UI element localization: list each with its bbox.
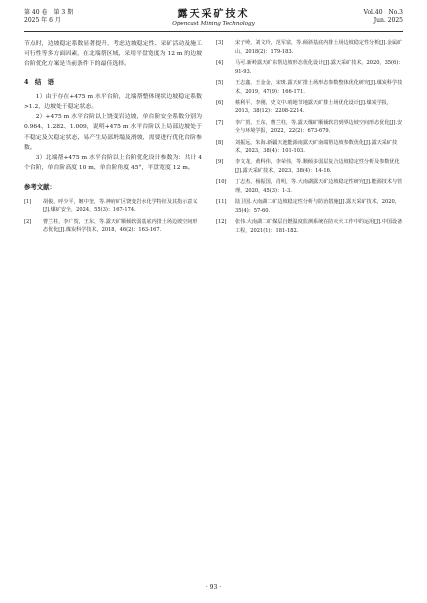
reference-item xyxy=(24,218,202,235)
reference-item xyxy=(216,198,404,215)
reference-number: [4] xyxy=(216,59,224,66)
reference-item xyxy=(216,139,404,156)
reference-item xyxy=(216,119,404,136)
header-center xyxy=(24,9,403,28)
reference-text: 胡俊，呼少平，姬中奎，等.神府矿区饶变岩水化学特征及其指示意义[J].煤矿安全，2024，55(3)：167-174. xyxy=(43,198,198,214)
left-column xyxy=(24,39,202,237)
page-number: · 93 · xyxy=(205,584,222,591)
reference-item xyxy=(216,59,404,76)
reference-text: 丁志杰，杨振国，肖明，等.大南湖露天矿边坡稳定性研究[J].能源技术与管理，2020，45(3)：1-3. xyxy=(235,179,403,195)
reference-number: [6] xyxy=(216,99,224,106)
conclusion-item-1: 1）由于存在+475 m 水平台阶，北端帮整体现状边坡稳定系数>1.2，边坡处于稳定状态。 xyxy=(24,93,202,111)
references-title: 参考文献： xyxy=(24,183,56,192)
reference-item xyxy=(216,158,404,175)
reference-item xyxy=(216,218,404,235)
reference-item xyxy=(216,178,404,195)
intro-paragraph: 节点时，边坡稳定系数显著提升，考虑边坡稳定性、采矿活动及施工可行性等多方面因素，在北端帮区域，采用平盘宽度为 12 m 的边坡台阶优化方案是当前条件下的最佳选择。 xyxy=(24,41,202,68)
reference-text: 陆卫国.大南湖二矿边坡稳定性分析与防治措施[J].露天采矿技术，2020，35(4)：57-60. xyxy=(235,199,400,214)
header-right xyxy=(364,9,403,25)
conclusion-item-3: 3）北端帮+475 m 水平台阶以上台阶优化设计参数为：共计 4 个台阶，单台阶高度 10 m，单台阶角度 45°，平盘宽度 12 m。 xyxy=(24,155,202,172)
journal-title-cn: 露天采矿技术 xyxy=(177,9,250,20)
reference-number: [9] xyxy=(216,159,224,166)
section-title-conclusion: 4 结 语 xyxy=(24,77,55,86)
reference-text: 李文龙，黄科伟，李荣伟，等.顺倾多弱层复合边坡稳定性分析及参数优化[J].露天采矿技术，2023，38(4)：14-16. xyxy=(235,159,400,175)
reference-text: 李广贺，王东，曹兰柱，等.露天煤矿顺倾软岩到界边坡空间形态优化[J].安全与环境学报，2022，22(2)：673-679. xyxy=(235,119,403,135)
date-en: Jun. 2025 xyxy=(373,17,403,24)
reference-text: 王志鑫，王金金，宋斑.露天矿排土场形态参数整体优化研究[J].煤炭科学技术，2019，47(9)：166-171. xyxy=(235,79,403,95)
reference-item xyxy=(24,198,202,215)
reference-text: 蔡利平，李刚，史文中.哨地节地露天矿排土场优化设计[J].煤炭学报，2013，38(12)：2208-2214. xyxy=(235,99,392,115)
reference-number: [10] xyxy=(216,179,227,186)
reference-item xyxy=(216,39,404,56)
reference-text: 张伟.大南湖二矿煤层自燃温度监测系统在防灭火工作中的运用[J].中国设备工程，2021(1)：181-182. xyxy=(235,219,403,234)
reference-number: [1] xyxy=(24,198,32,205)
header-rule xyxy=(24,31,403,32)
conclusion-item-2: 2）+475 m 水平台阶以上饶变岩边坡，单台阶安全系数分别为 0.964、1.282、1.009，说明+475 m 水平台阶以上局部边坡处于不稳定及欠稳定状态，易产生局部坍塌及滑坡，需要进行优化台阶参数。 xyxy=(24,114,202,151)
reference-number: [3] xyxy=(216,40,224,46)
reference-text: 宋子岭，刘文玲，范军富，等.倾斜基底内排土场边坡稳定性分析[J].金属矿山，2018(2)：179-183. xyxy=(235,40,403,55)
reference-number: [2] xyxy=(24,218,32,225)
date-cn: 2025 年 6 月 xyxy=(24,17,61,24)
reference-number: [5] xyxy=(216,79,224,86)
journal-title-en: Opencast Mining Technology xyxy=(172,21,255,27)
reference-item xyxy=(216,99,404,116)
reference-text: 曹兰柱，李广贺，王东，等.露天矿顺倾软弱基底内排土场边坡空间形态优化[J].煤炭科学技术，2018，46(2)：163-167. xyxy=(43,218,198,234)
reference-text: 刘振远，朱海.新疆天池能源南露天矿南端帮边坡参数优化[J].露天采矿技术，2023，38(4)：101-103. xyxy=(235,139,398,155)
reference-text: 马可.新岭露天矿东帮边坡形态优化设计[J].露天采矿技术，2020，35(6)：91-93. xyxy=(235,59,404,75)
reference-number: [7] xyxy=(216,119,224,126)
reference-number: [8] xyxy=(216,139,224,146)
reference-number: [11] xyxy=(216,199,227,206)
reference-item xyxy=(216,79,404,96)
volume-issue-en: Vol.40 No.3 xyxy=(363,9,403,16)
running-header xyxy=(24,9,403,31)
volume-issue-cn: 第 40 卷 第 3 期 xyxy=(24,9,74,16)
right-column xyxy=(216,39,404,238)
reference-number: [12] xyxy=(216,219,227,226)
